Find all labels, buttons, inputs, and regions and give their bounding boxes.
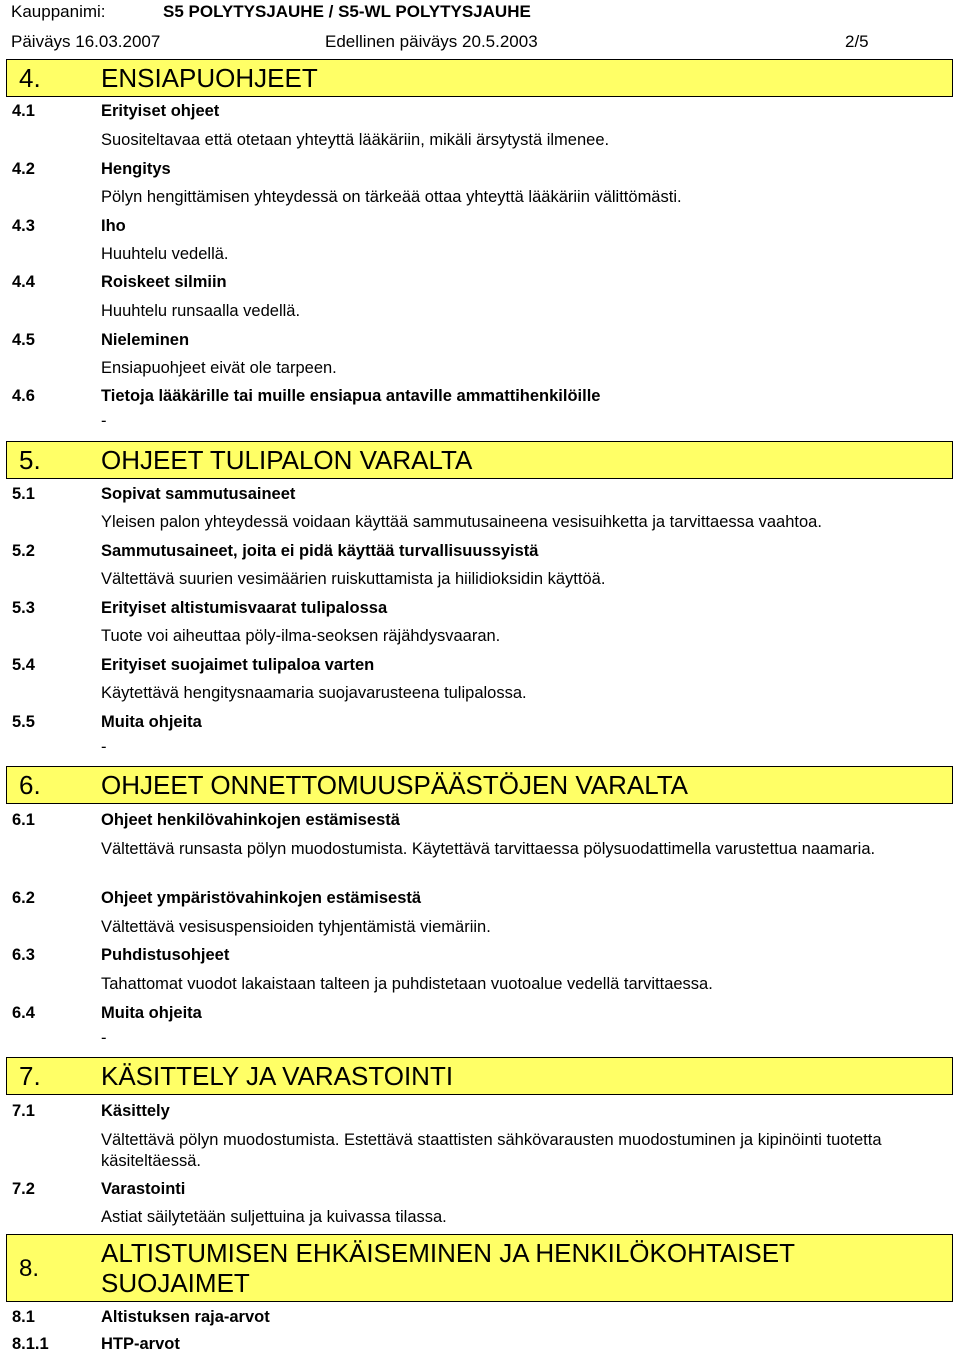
issue-date: Päiväys 16.03.2007	[11, 32, 161, 51]
subsection-text: Pölyn hengittämisen yhteydessä on tärkeää ottaa yhteyttä lääkäriin välittömästi.	[101, 188, 682, 206]
subsection-text: Vältettävä vesisuspensioiden tyhjentämistä viemäriin.	[101, 918, 491, 936]
section-title: OHJEET TULIPALON VARALTA	[101, 445, 473, 475]
section-8-header	[6, 1234, 953, 1302]
subsection-text: Vältettävä runsasta pölyn muodostumista. Käytettävä tarvittaessa pölysuodattimella varustettua naamaria.	[101, 840, 876, 858]
section-title-line-1: ALTISTUMISEN EHKÄISEMINEN JA HENKILÖKOHTAISET	[101, 1238, 795, 1268]
subsection-text: Tuote voi aiheuttaa pöly-ilma-seoksen räjähdysvaaran.	[101, 627, 501, 645]
section-7-header	[6, 1057, 953, 1095]
subsection-text: Vältettävä suurien vesimäärien ruiskuttamista ja hiilidioksidin käyttöä.	[101, 570, 606, 588]
section-number: 4.	[19, 63, 41, 93]
subsection-text: Yleisen palon yhteydessä voidaan käyttää sammutusaineena vesisuihketta ja tarvittaessa vaahtoa.	[101, 513, 822, 531]
subsection-text: -	[101, 412, 107, 430]
subsection-text: -	[101, 1029, 107, 1047]
subsection-text: Vältettävä pölyn muodostumista. Estettävä staattisten sähkövarausten muodostuminen ja kipinöinti tuotetta käsiteltäessä.	[101, 1131, 882, 1170]
section-number: 8.	[19, 1255, 40, 1282]
section-number: 7.	[19, 1061, 41, 1091]
section-6-header	[6, 766, 953, 804]
previous-date: Edellinen päiväys 20.5.2003	[325, 32, 538, 51]
page-number: 2/5	[845, 32, 869, 51]
subsection-text: Astiat säilytetään suljettuina ja kuivassa tilassa.	[101, 1208, 447, 1226]
section-title: ENSIAPUOHJEET	[101, 63, 318, 93]
product-name: S5 POLYTYSJAUHE / S5-WL POLYTYSJAUHE	[163, 2, 531, 21]
section-title: OHJEET ONNETTOMUUSPÄÄSTÖJEN VARALTA	[101, 770, 689, 800]
subsection-text: -	[101, 738, 107, 756]
subsection-text: Huuhtelu runsaalla vedellä.	[101, 302, 301, 320]
section-4-header	[6, 59, 953, 97]
section-number: 5.	[19, 445, 41, 475]
subsection-text: Ensiapuohjeet eivät ole tarpeen.	[101, 359, 337, 377]
subsection-text: Suositeltavaa että otetaan yhteyttä lääkäriin, mikäli ärsytystä ilmenee.	[101, 131, 610, 149]
section-title: KÄSITTELY JA VARASTOINTI	[101, 1061, 454, 1091]
section-5-header	[6, 441, 953, 479]
section-number: 6.	[19, 770, 41, 800]
company-label: Kauppanimi:	[11, 2, 106, 21]
subsection-text: Tahattomat vuodot lakaistaan talteen ja puhdistetaan vuotoalue vedellä tarvittaessa.	[101, 975, 713, 993]
subsection-text: Huuhtelu vedellä.	[101, 245, 229, 263]
subsection-text: Käytettävä hengitysnaamaria suojavarusteena tulipalossa.	[101, 684, 527, 702]
section-title-line-2: SUOJAIMET	[101, 1268, 250, 1298]
